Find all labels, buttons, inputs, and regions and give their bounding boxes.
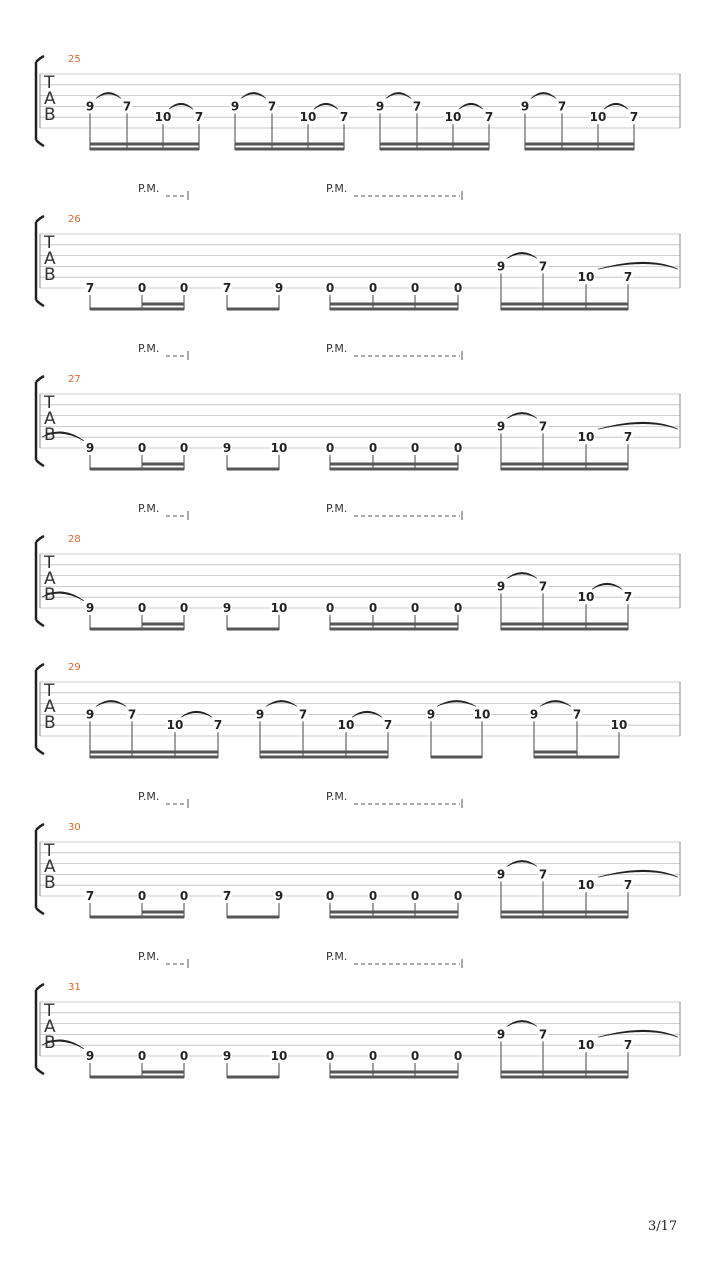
fret-number: 7 [122, 99, 132, 114]
fret-number: 7 [127, 707, 137, 722]
fret-number: 9 [274, 889, 284, 903]
palm-mute-label: P.M. [326, 790, 348, 803]
fret-number: 9 [426, 707, 436, 722]
beam [90, 143, 199, 146]
fret-number: 10 [337, 718, 355, 733]
fret-number: 10 [444, 110, 462, 125]
fret-number: 0 [179, 601, 189, 615]
beam [330, 916, 458, 919]
fret-number: 9 [85, 1049, 95, 1063]
measure-number: 26 [68, 214, 81, 225]
palm-mute-label: P.M. [138, 342, 160, 355]
page-number: 3/17 [648, 1219, 678, 1234]
tab-clef-letter: B [44, 265, 56, 285]
fret-number: 10 [473, 707, 491, 722]
fret-number: 9 [85, 441, 95, 455]
fret-number: 10 [577, 1038, 595, 1053]
fret-number: 9 [85, 99, 95, 114]
fret-number: 7 [339, 110, 349, 125]
tab-clef-letter: T [44, 393, 55, 413]
fret-number: 0 [368, 441, 378, 455]
fret-number: 10 [299, 110, 317, 125]
measure-number: 28 [68, 534, 81, 545]
beam [330, 463, 458, 466]
fret-number: 0 [325, 1049, 335, 1063]
tie-arc [598, 422, 678, 429]
system-28 [36, 502, 680, 631]
fret-number: 0 [410, 601, 420, 615]
fret-number: 0 [368, 281, 378, 295]
fret-number: 9 [255, 707, 265, 722]
fret-number: 7 [629, 110, 639, 125]
fret-number: 7 [222, 281, 232, 295]
palm-mute-label: P.M. [138, 502, 160, 515]
beam [431, 756, 482, 759]
fret-number: 7 [572, 707, 582, 722]
beam [142, 1071, 184, 1074]
beam [501, 916, 628, 919]
fret-number: 7 [383, 718, 393, 733]
tab-clef-letter: A [44, 697, 56, 717]
fret-number: 10 [154, 110, 172, 125]
beam [330, 628, 458, 631]
fret-number: 7 [538, 419, 548, 434]
system-27 [36, 342, 680, 471]
fret-number: 10 [270, 1049, 288, 1063]
beam [330, 1071, 458, 1074]
tab-clef-letter: A [44, 569, 56, 589]
measure-number: 25 [68, 54, 81, 65]
palm-mute-label: P.M. [326, 502, 348, 515]
measure-number: 27 [68, 374, 81, 385]
fret-number: 10 [270, 601, 288, 615]
tab-clef-letter: A [44, 409, 56, 429]
beam [501, 911, 628, 914]
beam [501, 628, 628, 631]
fret-number: 7 [538, 867, 548, 882]
tab-clef-letter: B [44, 425, 56, 445]
fret-number: 9 [85, 601, 95, 615]
beam [235, 143, 344, 146]
beam [380, 143, 489, 146]
tab-clef-letter: T [44, 233, 55, 253]
palm-mute-label: P.M. [138, 950, 160, 963]
beam [142, 463, 184, 466]
fret-number: 10 [610, 718, 628, 733]
fret-number: 7 [623, 878, 633, 893]
beam [525, 143, 634, 146]
fret-number: 7 [267, 99, 277, 114]
beam [90, 916, 184, 919]
fret-number: 7 [85, 281, 95, 295]
fret-number: 0 [453, 281, 463, 295]
fret-number: 0 [179, 441, 189, 455]
beam [227, 308, 279, 311]
tab-clef-letter: T [44, 1001, 55, 1021]
beam [501, 1076, 628, 1079]
system-25 [36, 54, 680, 151]
fret-number: 9 [230, 99, 240, 114]
fret-number: 9 [274, 281, 284, 295]
fret-number: 0 [453, 1049, 463, 1063]
palm-mute-label: P.M. [326, 950, 348, 963]
fret-number: 0 [368, 1049, 378, 1063]
beam [227, 628, 279, 631]
fret-number: 0 [410, 281, 420, 295]
tie-arc [598, 870, 678, 877]
fret-number: 7 [623, 430, 633, 445]
system-29 [36, 662, 680, 759]
tab-clef-letter: T [44, 681, 55, 701]
tab-clef-letter: B [44, 713, 56, 733]
fret-number: 7 [623, 590, 633, 605]
fret-number: 10 [166, 718, 184, 733]
fret-number: 9 [496, 1027, 506, 1042]
fret-number: 10 [577, 878, 595, 893]
fret-number: 0 [410, 441, 420, 455]
fret-number: 0 [179, 1049, 189, 1063]
fret-number: 0 [137, 889, 147, 903]
beam [501, 623, 628, 626]
fret-number: 10 [577, 590, 595, 605]
beam [330, 468, 458, 471]
fret-number: 0 [179, 889, 189, 903]
fret-number: 9 [496, 579, 506, 594]
beam [501, 1071, 628, 1074]
palm-mute-label: P.M. [138, 182, 160, 195]
fret-number: 7 [538, 259, 548, 274]
fret-number: 7 [557, 99, 567, 114]
fret-number: 9 [529, 707, 539, 722]
fret-number: 0 [410, 889, 420, 903]
fret-number: 7 [538, 1027, 548, 1042]
beam [525, 148, 634, 151]
fret-number: 0 [137, 601, 147, 615]
beam [330, 623, 458, 626]
beam [260, 751, 388, 754]
system-30 [36, 790, 680, 919]
fret-number: 7 [484, 110, 494, 125]
tab-clef-letter: A [44, 89, 56, 109]
fret-number: 9 [85, 707, 95, 722]
measure-number: 29 [68, 662, 81, 673]
fret-number: 0 [368, 889, 378, 903]
beam [330, 303, 458, 306]
beam [90, 308, 184, 311]
tab-clef-letter: B [44, 1033, 56, 1053]
tab-clef-letter: B [44, 873, 56, 893]
beam [501, 463, 628, 466]
beam [227, 916, 279, 919]
measure-number: 30 [68, 822, 81, 833]
beam [534, 751, 577, 754]
fret-number: 0 [410, 1049, 420, 1063]
measure-number: 31 [68, 982, 81, 993]
tab-clef-letter: B [44, 105, 56, 125]
tie-arc [598, 1030, 678, 1037]
fret-number: 0 [137, 441, 147, 455]
system-31 [36, 950, 680, 1079]
tie-arc [598, 262, 678, 269]
tab-clef-letter: T [44, 553, 55, 573]
fret-number: 9 [496, 419, 506, 434]
fret-number: 9 [496, 259, 506, 274]
tab-clef-letter: A [44, 1017, 56, 1037]
fret-number: 0 [137, 1049, 147, 1063]
fret-number: 7 [623, 270, 633, 285]
tab-clef-letter: A [44, 857, 56, 877]
fret-number: 10 [270, 441, 288, 455]
beam [90, 756, 218, 759]
fret-number: 7 [298, 707, 308, 722]
beam [227, 468, 279, 471]
beam [501, 308, 628, 311]
system-26 [36, 182, 680, 311]
fret-number: 0 [325, 281, 335, 295]
fret-number: 7 [213, 718, 223, 733]
fret-number: 0 [325, 441, 335, 455]
tab-clef-letter: T [44, 73, 55, 93]
fret-number: 0 [453, 889, 463, 903]
beam [142, 911, 184, 914]
fret-number: 7 [538, 579, 548, 594]
beam [142, 623, 184, 626]
beam [260, 756, 388, 759]
fret-number: 0 [368, 601, 378, 615]
beam [501, 303, 628, 306]
fret-number: 7 [222, 889, 232, 903]
beam [330, 308, 458, 311]
fret-number: 10 [589, 110, 607, 125]
tab-clef-letter: B [44, 585, 56, 605]
fret-number: 7 [85, 889, 95, 903]
fret-number: 9 [222, 1049, 232, 1063]
fret-number: 7 [412, 99, 422, 114]
beam [142, 303, 184, 306]
fret-number: 7 [194, 110, 204, 125]
palm-mute-label: P.M. [326, 342, 348, 355]
beam [90, 751, 218, 754]
beam [534, 756, 619, 759]
fret-number: 0 [325, 889, 335, 903]
tab-clef-letter: A [44, 249, 56, 269]
fret-number: 9 [222, 441, 232, 455]
fret-number: 0 [137, 281, 147, 295]
fret-number: 9 [496, 867, 506, 882]
fret-number: 0 [325, 601, 335, 615]
beam [380, 148, 489, 151]
fret-number: 7 [623, 1038, 633, 1053]
fret-number: 9 [222, 601, 232, 615]
beam [90, 628, 184, 631]
beam [330, 911, 458, 914]
fret-number: 9 [375, 99, 385, 114]
beam [235, 148, 344, 151]
palm-mute-label: P.M. [326, 182, 348, 195]
beam [90, 468, 184, 471]
beam [90, 1076, 184, 1079]
fret-number: 0 [179, 281, 189, 295]
beam [90, 148, 199, 151]
palm-mute-label: P.M. [138, 790, 160, 803]
fret-number: 10 [577, 430, 595, 445]
fret-number: 0 [453, 441, 463, 455]
beam [227, 1076, 279, 1079]
beam [330, 1076, 458, 1079]
fret-number: 0 [453, 601, 463, 615]
fret-number: 10 [577, 270, 595, 285]
fret-number: 9 [520, 99, 530, 114]
tab-clef-letter: T [44, 841, 55, 861]
beam [501, 468, 628, 471]
